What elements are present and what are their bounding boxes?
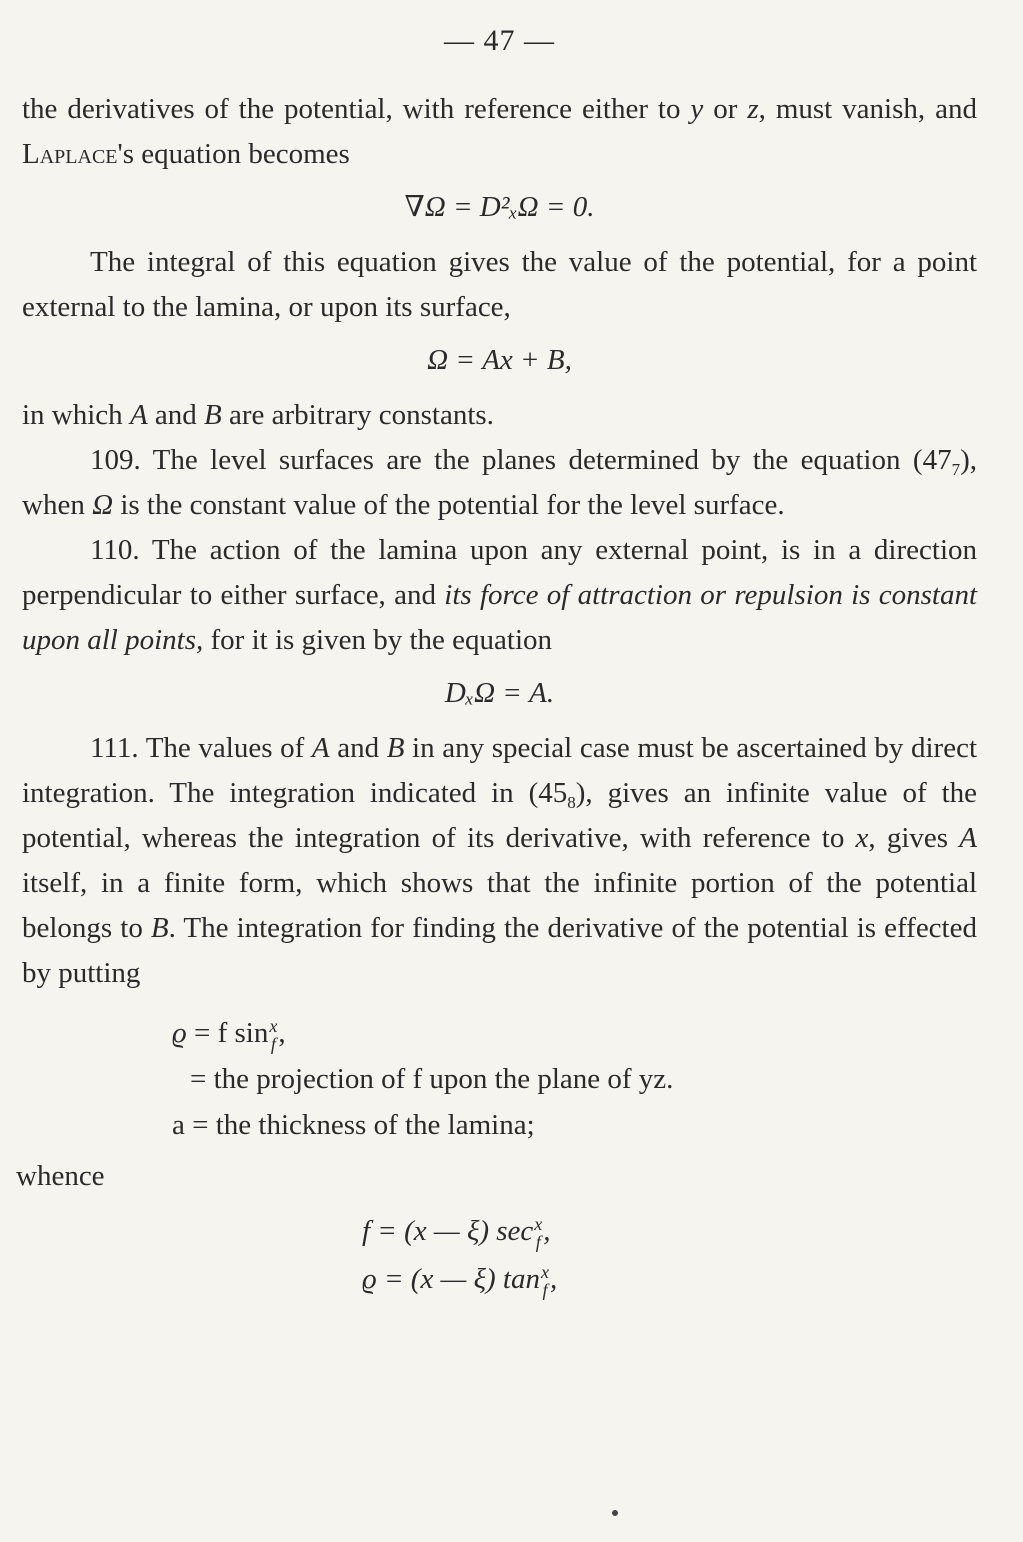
definitions-block (172, 1010, 977, 1148)
paragraph-integral: The integral of this equation gives the value of the potential, for a point external to the lamina, or upon its surface, (22, 246, 977, 323)
fraction-denominator: f (535, 1232, 541, 1253)
section-number: 110. (90, 534, 140, 566)
text: 's equation becomes (117, 138, 350, 170)
punctuation: , (543, 1215, 551, 1247)
text: The level surfaces are the planes determined by the equation (47 (140, 444, 952, 476)
text: and (147, 399, 205, 431)
fraction-numerator: x (534, 1214, 543, 1235)
paragraph-intro (22, 87, 977, 177)
text: and (329, 732, 387, 764)
text: The values of (138, 732, 312, 764)
text: is the constant value of the potential for the level surface. (113, 489, 785, 521)
paragraph-110 (22, 528, 977, 663)
paragraph-111 (22, 726, 977, 996)
equation-laplace: ∇Ω = D²ₓΩ = 0. (404, 191, 595, 223)
text: , gives (868, 822, 960, 854)
rho-symbol: ϱ (172, 1017, 187, 1049)
var-A: A (959, 822, 977, 854)
fraction (541, 1263, 549, 1299)
section-number: 109. (90, 444, 141, 476)
var-B: B (150, 912, 169, 944)
var-B: B (386, 732, 405, 764)
text: ), gives an infinite value of the potential, whereas the integration of its derivative, with reference to (22, 777, 977, 854)
var-z: z (747, 93, 759, 125)
fraction (269, 1017, 277, 1053)
fraction (534, 1215, 542, 1251)
fraction-numerator: x (269, 1016, 278, 1037)
definition-projection: = the projection of f upon the plane of yz. (190, 1063, 674, 1095)
page-number: — 47 — (444, 24, 555, 57)
var-A: A (311, 732, 330, 764)
definition-rho (172, 1010, 977, 1056)
var-y: y (690, 93, 704, 125)
var-A: A (129, 399, 148, 431)
fraction-denominator: f (542, 1280, 548, 1301)
text: are arbitrary constants. (221, 399, 494, 431)
section-number: 111. (90, 732, 139, 764)
text: the derivatives of the potential, with reference either to (22, 93, 691, 125)
text: in any special case must be ascertained by direct integration. The integration indicated in (45 (22, 732, 977, 809)
equation-force: DₓΩ = A. (444, 677, 555, 709)
name-laplace: Laplace (22, 138, 118, 170)
subscript: 8 (567, 793, 576, 812)
paragraph-109 (22, 438, 977, 528)
text: The action of the lamina upon any external point, is in a direction perpendicular to either surface, and (22, 534, 977, 611)
subscript: 7 (951, 460, 961, 479)
page (16, 18, 978, 1303)
equation-lhs: f = (x — ξ) sec (362, 1215, 534, 1247)
equation-potential: Ω = Ax + B, (427, 344, 572, 376)
fraction-denominator: f (270, 1034, 276, 1055)
definition-thickness: a = the thickness of the lamina; (172, 1109, 535, 1141)
text: in which (22, 399, 130, 431)
text: for it is given by the equation (203, 624, 553, 656)
emphasis-text: its force of attraction or repulsion is constant upon all points, (22, 579, 978, 656)
punctuation: , (278, 1017, 286, 1049)
text: , must vanish, and (758, 93, 977, 125)
equation-f (362, 1207, 977, 1255)
word-whence: whence (16, 1160, 105, 1192)
equation-rho (362, 1255, 977, 1303)
equations-block (362, 1207, 977, 1303)
var-x: x (855, 822, 869, 854)
text: itself, in a finite form, which shows that the infinite portion of the potential belongs to (22, 867, 977, 944)
equation-lhs: ϱ = (x — ξ) tan (362, 1263, 540, 1295)
rho-rhs: = f sin (193, 1017, 269, 1049)
fraction-numerator: x (540, 1262, 549, 1283)
text: or (703, 93, 748, 125)
text: ), when (22, 444, 977, 521)
paragraph-constants (22, 393, 977, 438)
var-B: B (204, 399, 222, 431)
text: . The integration for finding the derivative of the potential is effected by putting (22, 912, 977, 989)
punctuation: , (549, 1263, 558, 1295)
var-omega: Ω (92, 489, 114, 521)
ink-dot (612, 1510, 618, 1516)
